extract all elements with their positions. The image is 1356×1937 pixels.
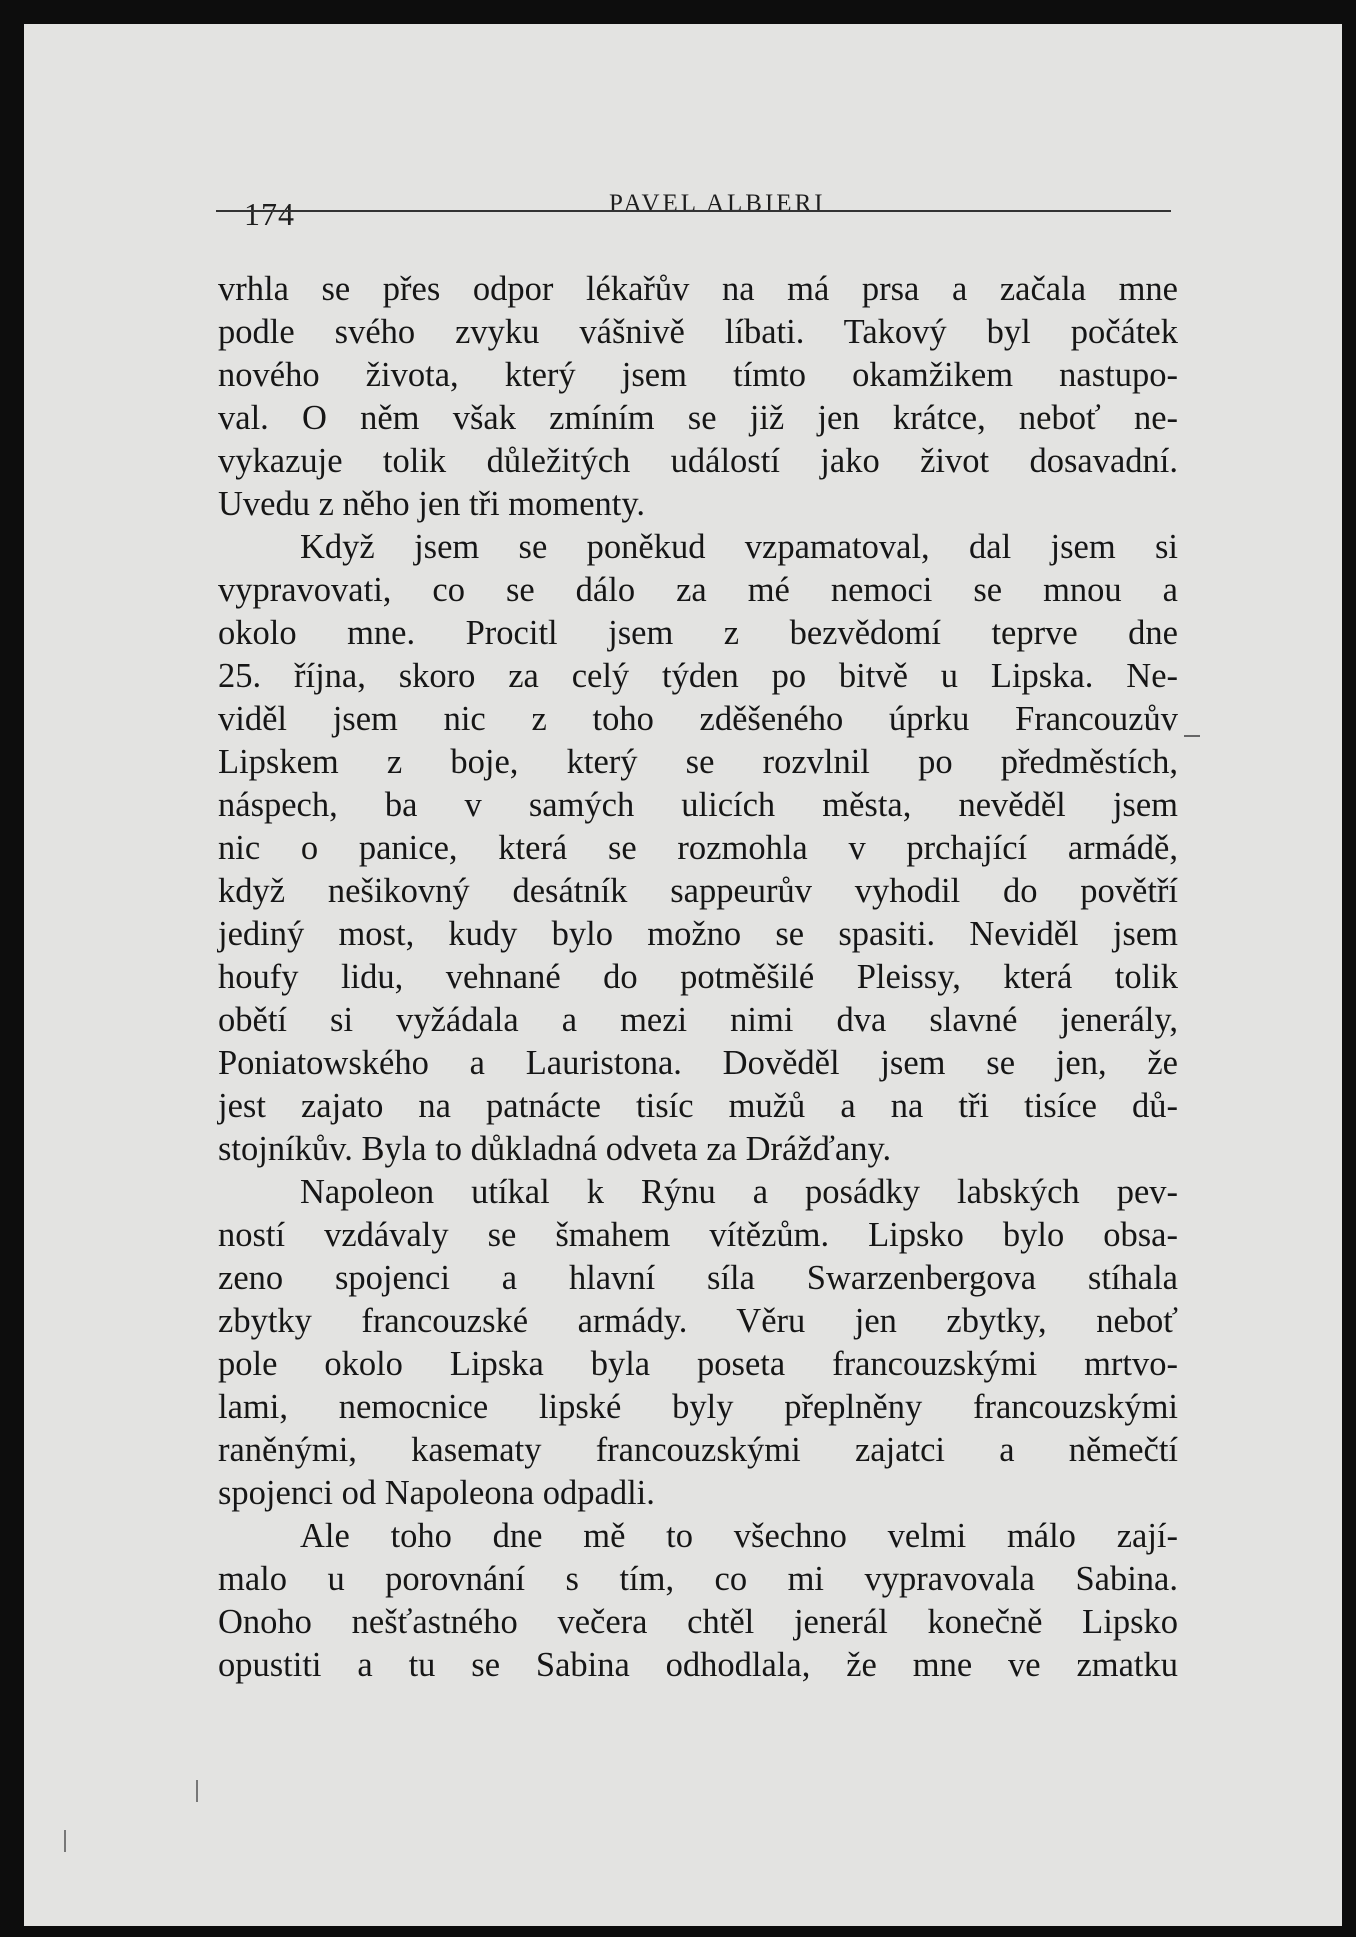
text-line: Poniatowského a Lauristona. Dověděl jsem se jen, že	[218, 1044, 1178, 1082]
text-line: val. O něm však zmíním se již jen krátce, neboť ne-	[218, 399, 1178, 437]
page-header	[244, 174, 1199, 232]
text-line: vypravovati, co se dálo za mé nemoci se mnou a	[218, 571, 1178, 609]
text-line: malo u porovnání s tím, co mi vypravovala Sabina.	[218, 1560, 1178, 1598]
text-line: lami, nemocnice lipské byly přeplněny francouzskými	[218, 1388, 1178, 1426]
text-line: když nešikovný desátník sappeurův vyhodil do povětří	[218, 872, 1178, 910]
text-line: 25. října, skoro za celý týden po bitvě u Lipska. Ne-	[218, 657, 1178, 695]
text-line: jest zajato na patnácte tisíc mužů a na tři tisíce dů-	[218, 1087, 1178, 1125]
text-line: viděl jsem nic z toho zděšeného úprku Francouzův	[218, 700, 1178, 738]
text-line: ností vzdávaly se šmahem vítězům. Lipsko bylo obsa-	[218, 1216, 1178, 1254]
running-title: PAVEL ALBIERI	[609, 190, 826, 217]
header-rule	[216, 210, 1171, 212]
text-line: raněnými, kasematy francouzskými zajatci a němečtí	[218, 1431, 1178, 1469]
text-line: podle svého zvyku vášnivě líbati. Takový byl počátek	[218, 313, 1178, 351]
text-line: Ale toho dne mě to všechno velmi málo zají-	[300, 1517, 1178, 1555]
text-line: náspech, ba v samých ulicích města, nevěděl jsem	[218, 786, 1178, 824]
text-line: jediný most, kudy bylo možno se spasiti. Neviděl jsem	[218, 915, 1178, 953]
text-line: houfy lidu, vehnané do potměšilé Pleissy, která tolik	[218, 958, 1178, 996]
text-line: Uvedu z něho jen tři momenty.	[218, 485, 645, 523]
text-line: obětí si vyžádala a mezi nimi dva slavné jenerály,	[218, 1001, 1178, 1039]
text-line: zeno spojenci a hlavní síla Swarzenbergova stíhala	[218, 1259, 1178, 1297]
body-text	[218, 268, 1178, 1687]
text-line: zbytky francouzské armády. Věru jen zbytky, neboť	[218, 1302, 1178, 1340]
scan-mark	[1184, 735, 1200, 737]
text-line: okolo mne. Procitl jsem z bezvědomí teprve dne	[218, 614, 1178, 652]
text-line: opustiti a tu se Sabina odhodlala, že mne ve zmatku	[218, 1646, 1178, 1684]
text-line: vrhla se přes odpor lékařův na má prsa a začala mne	[218, 270, 1178, 308]
text-line: stojníkův. Byla to důkladná odveta za Drážďany.	[218, 1130, 892, 1168]
scan-mark	[64, 1830, 66, 1852]
text-line: vykazuje tolik důležitých událostí jako život dosavadní.	[218, 442, 1178, 480]
scan-mark	[196, 1780, 198, 1802]
text-line: Když jsem se poněkud vzpamatoval, dal jsem si	[300, 528, 1178, 566]
text-line: pole okolo Lipska byla poseta francouzskými mrtvo-	[218, 1345, 1178, 1383]
text-line: Onoho nešťastného večera chtěl jenerál konečně Lipsko	[218, 1603, 1178, 1641]
text-line: nic o panice, která se rozmohla v prchající armádě,	[218, 829, 1178, 867]
text-line: Lipskem z boje, který se rozvlnil po předměstích,	[218, 743, 1178, 781]
text-line: Napoleon utíkal k Rýnu a posádky labských pev-	[300, 1173, 1178, 1211]
text-line: nového života, který jsem tímto okamžikem nastupo-	[218, 356, 1178, 394]
text-line: spojenci od Napoleona odpadli.	[218, 1474, 655, 1512]
page-number: 174	[244, 196, 295, 232]
